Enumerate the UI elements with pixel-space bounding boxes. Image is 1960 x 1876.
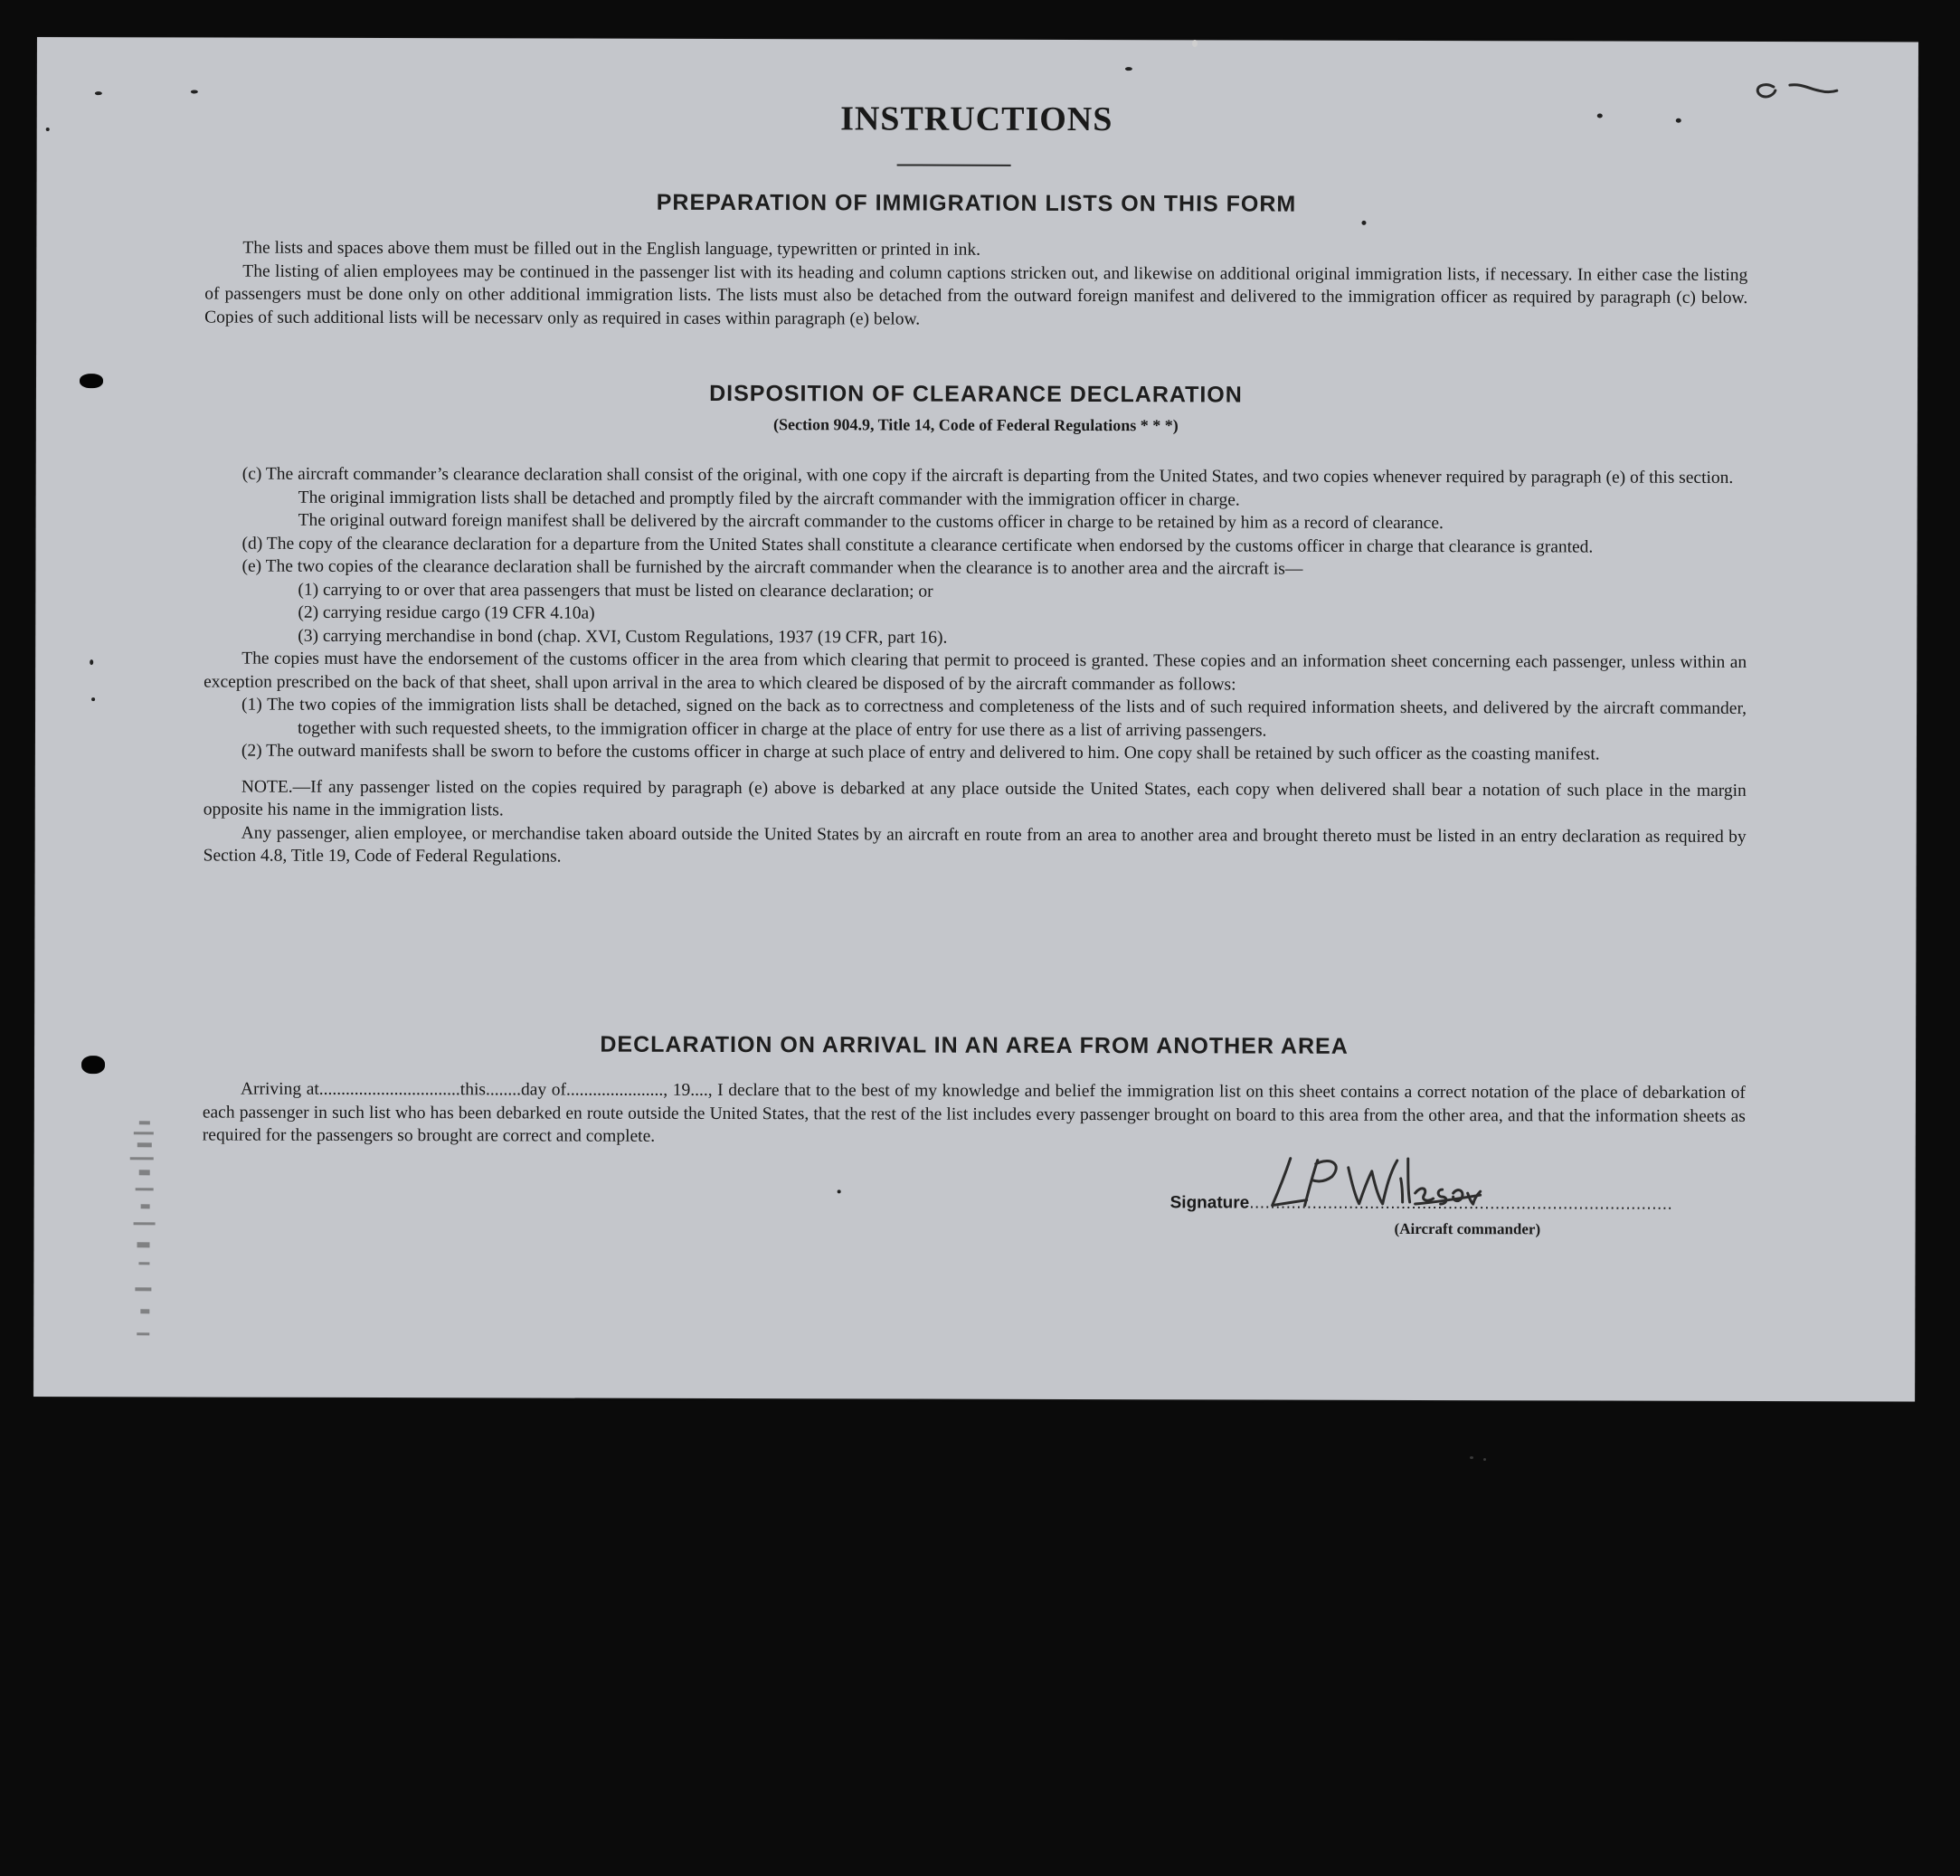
dust-speck [1470,1456,1473,1459]
list-item: (3) carrying merchandise in bond (chap. XVI, Custom Regulations, 1937 (19 CFR, part 16). [298,626,948,648]
page-title: INSTRUCTIONS [840,99,1113,139]
section-subheading-citation: (Section 904.9, Title 14, Code of Federal Regulations * * *) [772,415,1179,435]
ink-blot [80,374,103,388]
corner-pencil-mark [1747,78,1846,105]
list-item: (2) carrying residue cargo (19 CFR 4.10a) [298,602,595,623]
paragraph-c-sub2-text: The original outward foreign manifest shall be delivered by the aircraft commander to the customs officer in charge to be retained by him as a record of clearance. [298,510,1444,534]
declaration-body [203,1077,1746,1151]
list-item: (2) The outward manifests shall be sworn to before the customs officer in charge at such place of entry and delivered to him. One copy shall be retained by such officer as the coasting manifest. [241,741,1600,764]
dust-speck [1597,114,1603,118]
document-page [33,37,1918,1401]
section-disposition-body [204,462,1747,871]
section-heading-preparation: PREPARATION OF IMMIGRATION LISTS ON THIS FORM [656,189,1297,217]
paragraph-declaration: Arriving at................................this........day of......................, 19...., I declare that to the best of my knowledge and belief the immigration list on this sheet contains a correct notation of the place of debarkation of each passenger in such list who has been debarked en route outside the United States, that the rest of the list includes every passenger brought on board to this area from the other area, and that the information sheets as required for the passengers so brought are correct and complete. [202,1079,1746,1146]
list-item: (1) The two copies of the immigration lists shall be detached, signed on the back as to correctness and completeness of the lists and of such required information sheets, and delivered by the aircraft commander, together with such requested sheets, to the immigration officer in charge at the place of entry for use there as a list of arriving passengers. [241,695,1747,741]
paragraph-e: (e) The two copies of the clearance declaration shall be furnished by the aircraft commander when the clearance is to another area and the aircraft is— [241,556,1303,579]
dust-speck [1361,221,1366,225]
ink-blot [81,1056,105,1074]
dust-speck [90,659,93,665]
paragraph-c: (c) The aircraft commander’s clearance declaration shall consist of the original, with one copy if the aircraft is departing from the United States, and two copies whenever required by paragraph (e) of this section. [241,464,1734,488]
dust-speck [191,90,198,93]
signature-caption: (Aircraft commander) [1394,1219,1541,1238]
margin-stamp-mark [120,1115,175,1350]
paragraph: The lists and spaces above them must be filled out in the English language, typewritten or printed in ink. [242,238,980,260]
dust-speck [1483,1458,1486,1461]
paragraph-c-sub2 [204,508,1747,535]
list-item: (1) carrying to or over that area passengers that must be listed on clearance declaration; or [298,580,933,602]
paragraph-copies: The copies must have the endorsement of the customs officer in the area from which clearing that permit to proceed is granted. These copies and an information sheet concerning each passenger, unless within an exception prescribed on the back of that sheet, shall upon arrival in the area to which cleared be disposed of by the aircraft commander as follows: [204,649,1747,694]
paragraph: The listing of alien employees may be continued in the passenger list with its heading and column captions stricken out, and likewise on additional original immigration lists, if necessary. In either case the listing of passengers must be done only on other additional immigration lists. The lists must also be detached from the outward foreign manifest and delivered to the immigration officer as required by paragraph (c) below. Copies of such additional lists will be necessarv only as required in cases within paragraph (e) below. [204,261,1748,329]
dust-speck [1676,118,1681,123]
paragraph-d: (d) The copy of the clearance declaration for a departure from the United States shall constitute a clearance certificate when endorsed by the customs officer in charge that clearance is granted. [241,534,1594,557]
section-heading-declaration: DECLARATION ON ARRIVAL IN AN AREA FROM ANOTHER AREA [600,1031,1349,1059]
signature-dots: ................................................................................. [1249,1193,1673,1214]
dust-speck [91,697,95,701]
handwritten-signature [1265,1151,1482,1216]
section-heading-disposition: DISPOSITION OF CLEARANCE DECLARATION [709,380,1243,408]
dust-speck [46,128,50,131]
section-preparation-body [204,236,1747,332]
paragraph-c-sub1: The original immigration lists shall be detached and promptly filed by the aircraft commander with the immigration officer in charge. [298,488,1240,509]
signature-label: Signature [1169,1193,1250,1213]
dust-speck [1125,67,1132,71]
paragraph-note: NOTE.—If any passenger listed on the copies required by paragraph (e) above is debarked at any place outside the United States, each copy when delivered shall bear a notation of such place in the margin opposite his name in the immigration lists. [203,777,1747,820]
title-rule [897,164,1011,166]
dust-speck [838,1189,841,1193]
dust-speck [1192,40,1198,47]
dust-speck [95,91,102,95]
document-content [202,37,1748,1238]
paragraph-any-passenger: Any passenger, alien employee, or merchandise taken aboard outside the United States by an aircraft en route from an area to another area and brought thereto must be listed in an entry declaration as required by Section 4.8, Title 19, Code of Federal Regulations. [203,823,1747,867]
